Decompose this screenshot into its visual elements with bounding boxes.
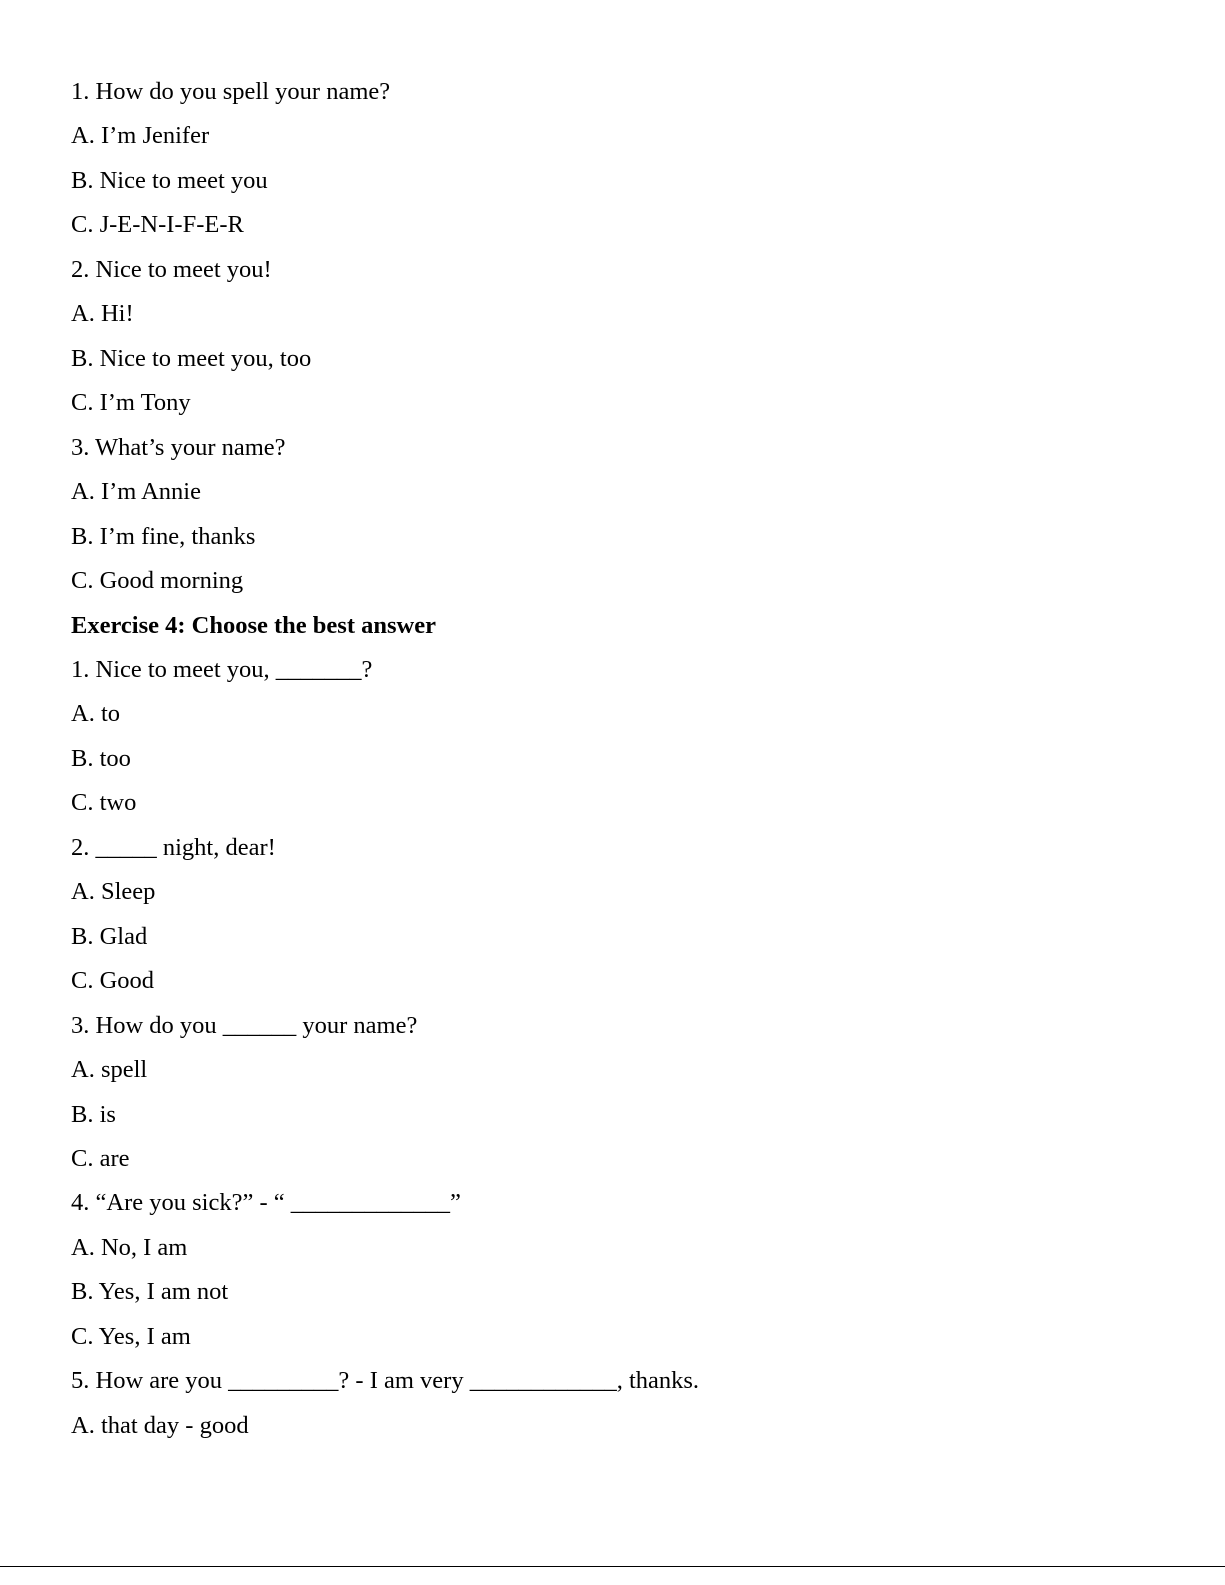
question-2-text: 2. _____ night, dear! <box>71 834 276 861</box>
option-c-text: C. Good <box>71 967 155 994</box>
option-c-text: C. Good morning <box>71 567 244 594</box>
option-c-text: C. two <box>71 789 137 816</box>
question-5-text: 5. How are you _________? - I am very ____________, thanks. <box>71 1367 700 1394</box>
option-b-text: B. Nice to meet you <box>71 167 268 194</box>
question-3-text: 3. What’s your name? <box>71 434 286 461</box>
option-c-text: C. I’m Tony <box>71 389 191 416</box>
option-c-text: C. J-E-N-I-F-E-R <box>71 211 244 238</box>
option-a-text: A. No, I am <box>71 1234 188 1261</box>
option-a-text: A. Sleep <box>71 878 156 905</box>
question-2-text: 2. Nice to meet you! <box>71 256 272 283</box>
option-c-text: C. are <box>71 1145 130 1172</box>
exercise-4-heading: Exercise 4: Choose the best answer <box>71 612 436 639</box>
question-1-text: 1. Nice to meet you, _______? <box>71 656 373 683</box>
option-b-text: B. I’m fine, thanks <box>71 523 256 550</box>
option-a-text: A. Hi! <box>71 300 134 327</box>
option-a-text: A. I’m Annie <box>71 478 201 505</box>
page-bottom-rule <box>0 1566 1225 1567</box>
option-a-text: A. I’m Jenifer <box>71 122 210 149</box>
option-b-text: B. Yes, I am not <box>71 1278 229 1305</box>
option-a-text: A. to <box>71 700 120 727</box>
option-b-text: B. too <box>71 745 131 772</box>
question-1-text: 1. How do you spell your name? <box>71 78 391 105</box>
option-b-text: B. Nice to meet you, too <box>71 345 312 372</box>
question-3-text: 3. How do you ______ your name? <box>71 1012 418 1039</box>
option-b-text: B. Glad <box>71 923 148 950</box>
option-a-text: A. spell <box>71 1056 148 1083</box>
option-c-text: C. Yes, I am <box>71 1323 191 1350</box>
option-b-text: B. is <box>71 1101 116 1128</box>
option-a-text: A. that day - good <box>71 1412 249 1439</box>
question-4-text: 4. “Are you sick?” - “ _____________” <box>71 1189 461 1216</box>
